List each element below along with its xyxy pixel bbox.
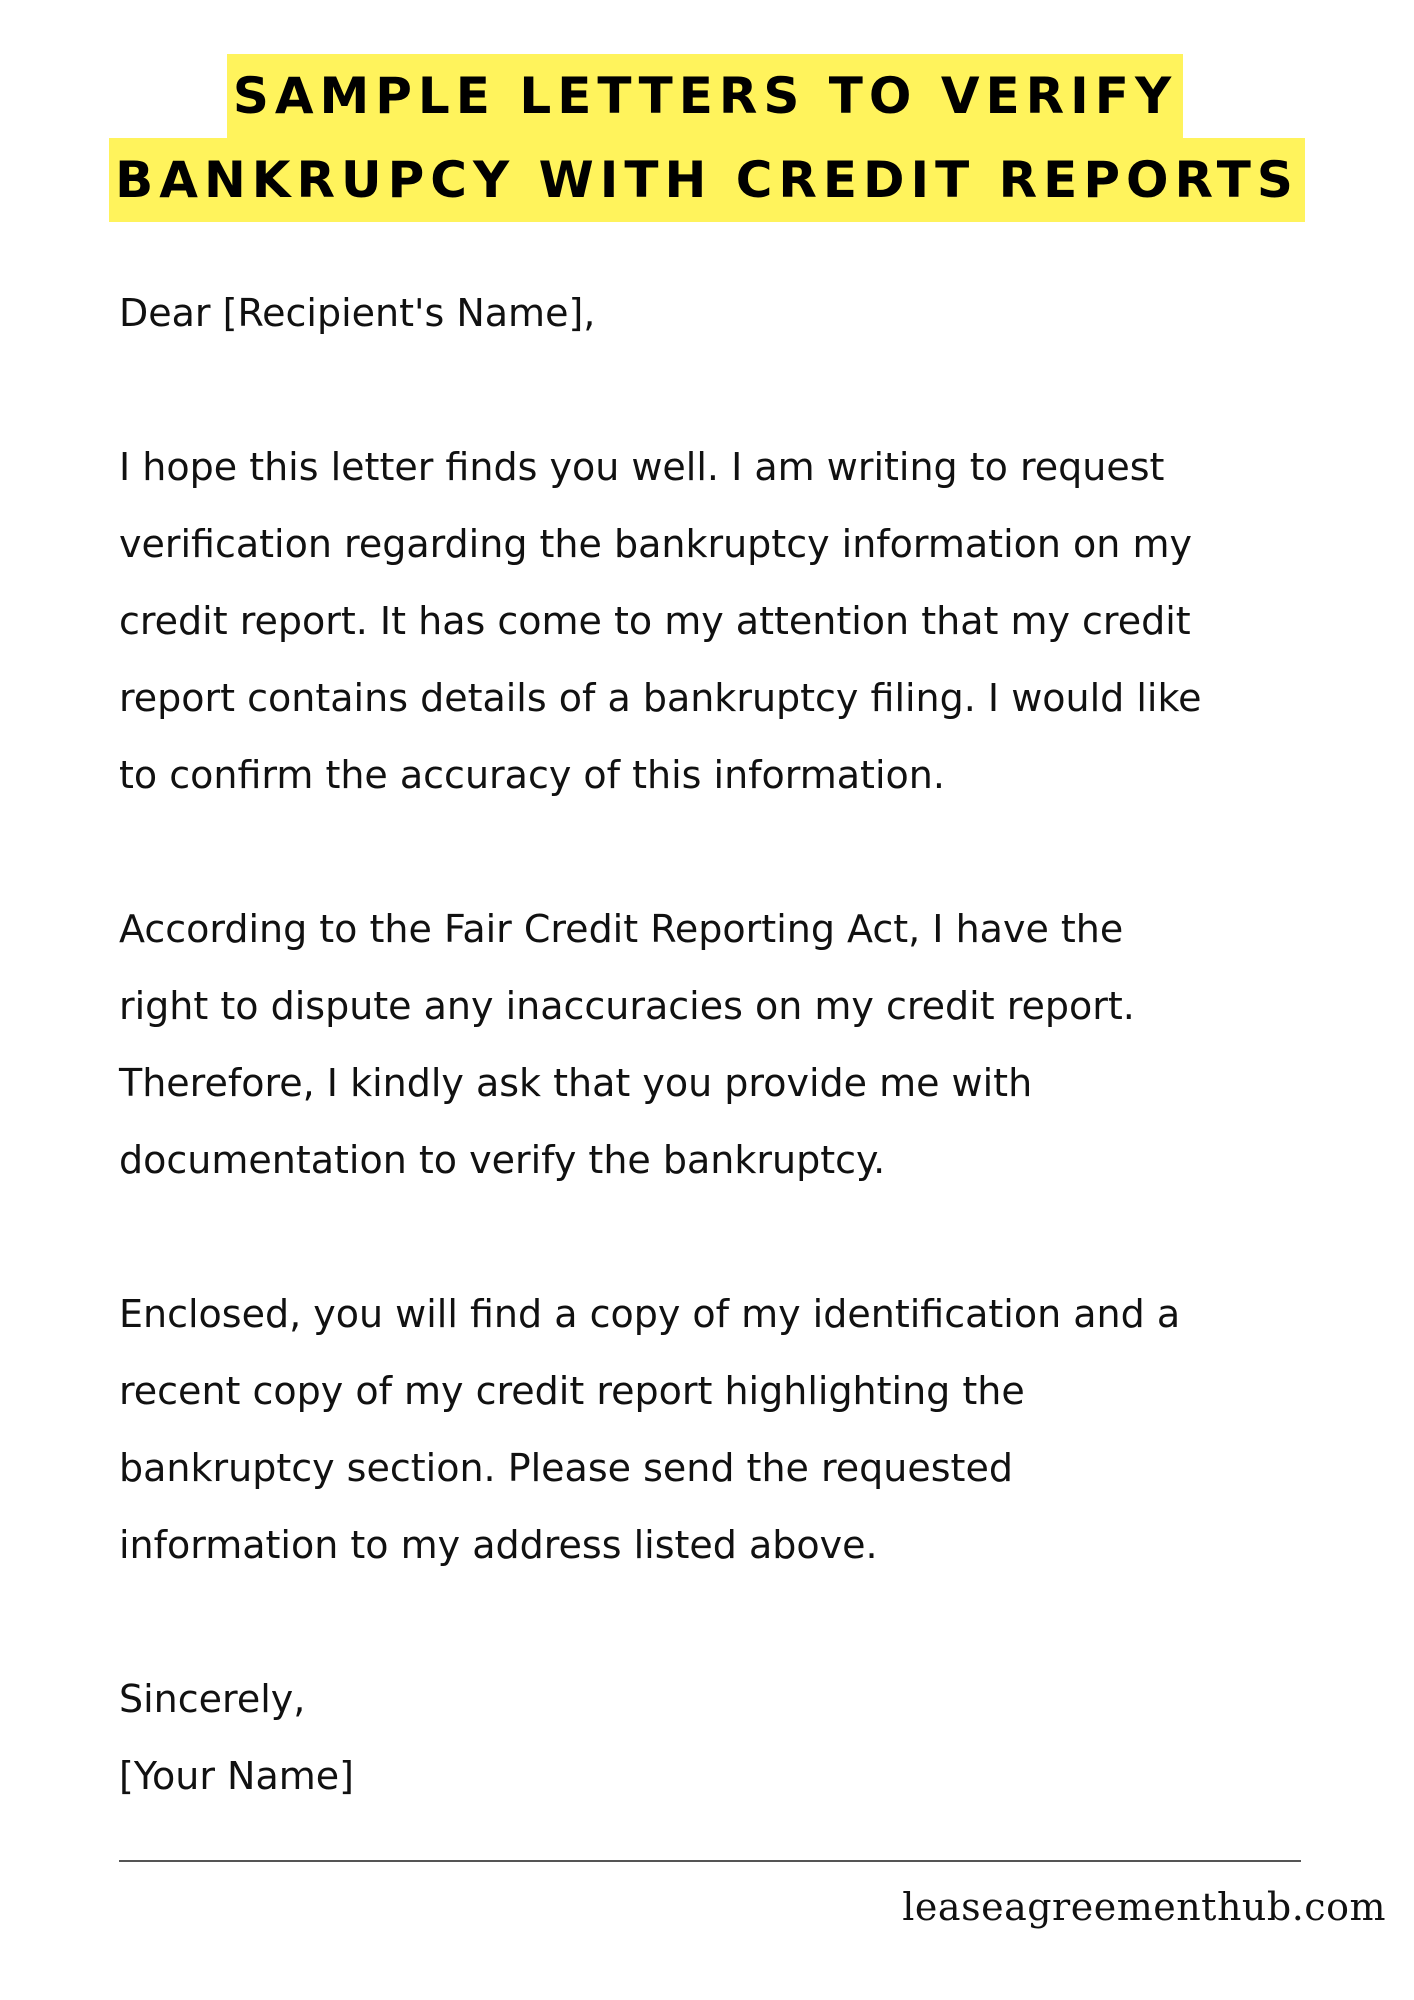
closing: Sincerely, bbox=[119, 1677, 306, 1721]
footer-website: leaseagreementhub.com bbox=[902, 1885, 1386, 1929]
paragraph-line: Enclosed, you will find a copy of my identification and a bbox=[119, 1292, 1181, 1336]
salutation: Dear [Recipient's Name], bbox=[119, 291, 596, 335]
title-line-2: BANKRUPCY WITH CREDIT REPORTS bbox=[109, 138, 1305, 222]
paragraph-line: Therefore, I kindly ask that you provide me with bbox=[119, 1061, 1033, 1105]
paragraph-line: documentation to verify the bankruptcy. bbox=[119, 1138, 886, 1182]
paragraph-line: credit report. It has come to my attention that my credit bbox=[119, 599, 1191, 643]
paragraph-line: to confirm the accuracy of this information. bbox=[119, 753, 945, 797]
paragraph-line: recent copy of my credit report highlighting the bbox=[119, 1369, 1025, 1413]
closing-block bbox=[119, 1661, 1349, 1815]
title-line-1: SAMPLE LETTERS TO VERIFY bbox=[227, 54, 1183, 138]
signature: [Your Name] bbox=[119, 1754, 354, 1798]
paragraph-3 bbox=[119, 1276, 1349, 1584]
footer-divider bbox=[119, 1860, 1301, 1862]
paragraph-line: I hope this letter finds you well. I am writing to request bbox=[119, 445, 1165, 489]
paragraph-1 bbox=[119, 429, 1349, 814]
paragraph-line: right to dispute any inaccuracies on my credit report. bbox=[119, 984, 1135, 1028]
paragraph-line: According to the Fair Credit Reporting Act, I have the bbox=[119, 907, 1124, 951]
paragraph-line: verification regarding the bankruptcy information on my bbox=[119, 522, 1192, 566]
paragraph-2 bbox=[119, 891, 1349, 1199]
paragraph-line: report contains details of a bankruptcy filing. I would like bbox=[119, 676, 1202, 720]
paragraph-line: information to my address listed above. bbox=[119, 1523, 878, 1567]
paragraph-line: bankruptcy section. Please send the requested bbox=[119, 1446, 1013, 1490]
letter-body bbox=[119, 275, 1349, 1892]
document-title bbox=[0, 54, 1414, 222]
